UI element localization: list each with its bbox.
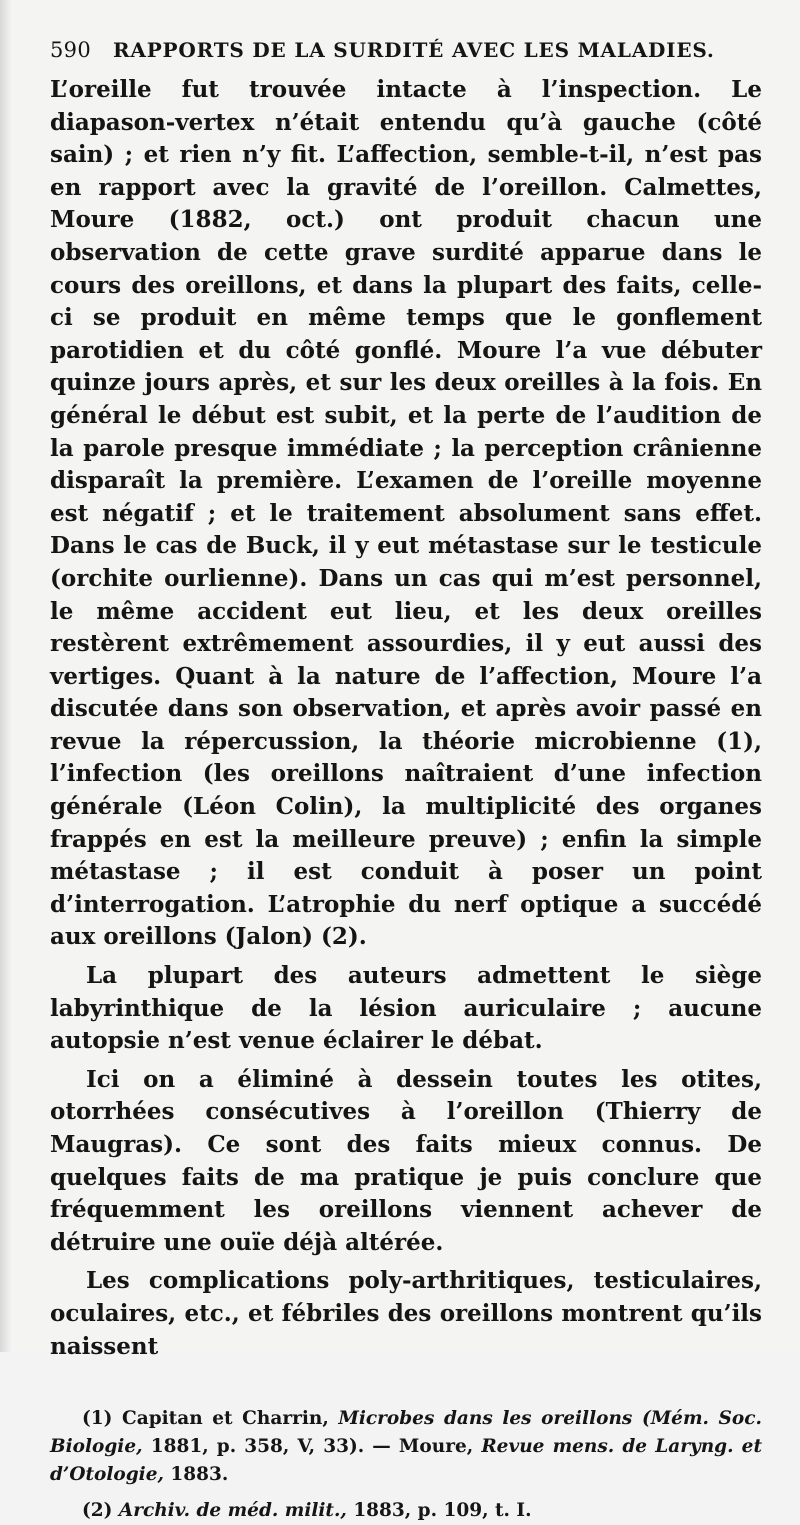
page-content	[50, 36, 762, 1525]
footnote-2-details: 1883, p. 109, t. I.	[353, 1500, 532, 1522]
running-head: RAPPORTS DE LA SURDITÉ AVEC LES MALADIES.	[112, 38, 715, 62]
body-text	[50, 74, 762, 1363]
footnote-1-year: 1883.	[170, 1464, 229, 1486]
footnote-1-marker: (1)	[82, 1408, 113, 1430]
footnote-2-marker: (2)	[82, 1500, 113, 1522]
footnote-1-details: 1881, p. 358, V, 33). — Moure,	[150, 1436, 474, 1458]
paragraph-3: Ici on a éliminé à dessein toutes les otites, otorrhées consécutives à l’oreillon (Thierry de Maugras). Ce sont des faits mieux connus. De quelques faits de ma pratique je puis conclure que fréquemment les oreillons viennent achever de détruire une ouïe déjà altérée.	[50, 1065, 762, 1256]
paragraph-1: L’oreille fut trouvée intacte à l’inspection. Le diapason-vertex n’était entendu qu’à gauche (côté sain) ; et rien n’y fit. L’affection, semble-t-il, n’est pas en rapport avec la gravité de l’oreillon. Calmettes, Moure (1882, oct.) ont produit chacun une observation de cette grave surdité apparue dans le cours des oreillons, et dans la plupart des faits, celle-ci se produit en même temps que le gonflement parotidien et du côté gonflé. Moure l’a vue débuter quinze jours après, et sur les deux oreilles à la fois. En général le début est subit, et la perte de l’audition de la parole presque immédiate ; la perception crânienne disparaît la première. L’examen de l’oreille moyenne est négatif ; et le traitement absolument sans effet. Dans le cas de Buck, il y eut métastase sur le testicule (orchite ourlienne). Dans un cas qui m’est personnel, le même accident eut lieu, et les deux oreilles restèrent extrêmement assourdies, il y eut aussi des vertiges. Quant à la nature de l’affection, Moure l’a discutée dans son observation, et après avoir passé en revue la répercussion, la théorie microbienne (1), l’infection (les oreillons naîtraient d’une infection générale (Léon Colin), la multiplicité des organes frappés en est la meilleure preuve) ; enfin la simple métastase ; il est conduit à poser un point d’interrogation. L’atrophie du nerf optique a succédé aux oreillons (Jalon) (2).	[50, 76, 762, 951]
footnote-1	[50, 1405, 762, 1489]
footnote-1-journal2: Revue mens. de Laryng. et d’Otologie,	[50, 1436, 762, 1486]
page-header	[50, 36, 762, 64]
paragraph-4: Les complications poly-arthritiques, testiculaires, oculaires, etc., et fébriles des oreillons montrent qu’ils naissent	[50, 1267, 762, 1360]
footnote-1-title: Microbes dans les oreillons	[338, 1408, 633, 1430]
paragraph-2: La plupart des auteurs admettent le siège labyrinthique de la lésion auriculaire ; aucune autopsie n’est venue éclairer le débat.	[50, 962, 762, 1055]
footnote-1-journal: (Mém. Soc. Biologie,	[50, 1408, 762, 1458]
page-number: 590	[50, 38, 91, 62]
page-edge-shadow	[0, 0, 12, 1352]
footnote-1-authors: Capitan et Charrin,	[122, 1408, 329, 1430]
footnote-2-journal: Archiv. de méd. milit.,	[118, 1500, 347, 1522]
footnotes	[50, 1405, 762, 1525]
footnote-2	[50, 1497, 762, 1525]
